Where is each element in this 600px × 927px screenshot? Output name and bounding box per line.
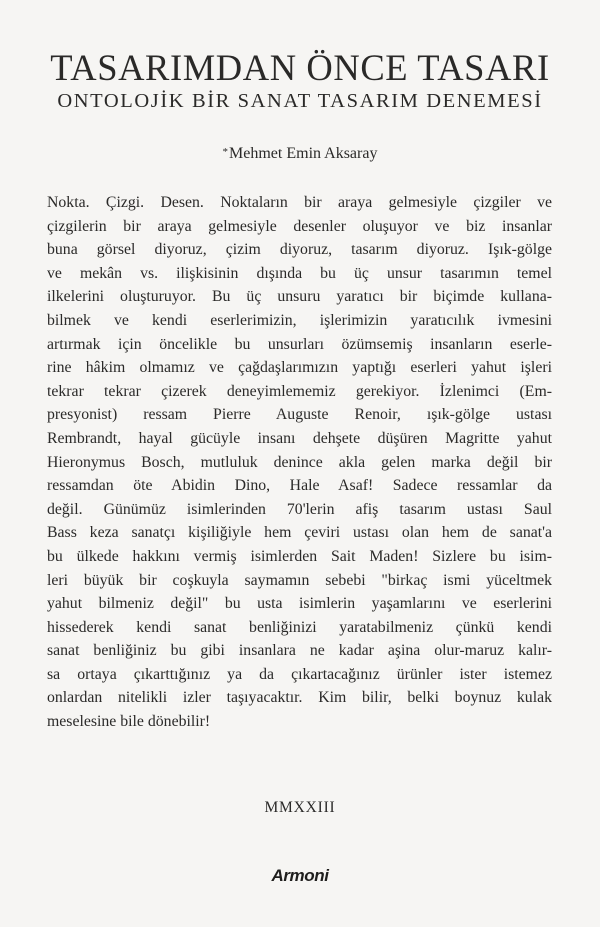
text-line: leri büyük bir coşkuyla saymamın sebebi "birkaç ismi yüceltmek	[47, 571, 552, 589]
text-line: sanat benliğiniz bu gibi insanlara ne kadar aşina olur-maruz kalır-	[47, 642, 552, 660]
text-line: Nokta. Çizgi. Desen. Noktaların bir araya gelmesiyle çizgiler ve	[47, 194, 552, 211]
text-line: rine hâkim olmamız ve çağdaşlarımızın yaptığı eserleri yahut işleri	[47, 359, 552, 377]
author-name: Mehmet Emin Aksaray	[229, 145, 378, 162]
text-line: sa ortaya çıkarttığınız ya da çıkartacağınız ürünler ister istemez	[47, 665, 552, 683]
book-subtitle: ONTOLOJİK BİR SANAT TASARIM DENEMESİ	[57, 90, 543, 112]
text-line: bu ülkede hakkını vermiş isimlerden Sait Maden! Sizlere bu isim-	[47, 547, 552, 565]
author-footnote-marker: *	[222, 146, 229, 158]
text-line: ve mekân vs. ilişkisinin dışında bu üç unsur tasarımın temel	[47, 264, 552, 282]
text-line: artırmak için öncelikle bu unsurları özümsemiş insanların eserle-	[47, 335, 552, 353]
text-line: çizgilerin bir araya gelmesiyle desenler oluşuyor ve biz insanlar	[47, 217, 552, 235]
text-line: Rembrandt, hayal gücüyle insanı dehşete düşüren Magritte yahut	[47, 429, 552, 447]
date-roman-numeral: MMXXIII	[264, 799, 336, 816]
text-line: tekrar tekrar çizerek deneyimlememiz gerekiyor. İzlenimci (Em-	[47, 382, 552, 400]
text-line: meselesine bile dönebilir!	[47, 713, 211, 731]
text-line: yahut bilmeniz değil" bu usta isimlerin yaşamlarını ve eserlerini	[47, 595, 552, 613]
text-line: değil. Günümüz isimlerinden 70'lerin afiş tasarım ustası Saul	[47, 500, 552, 518]
text-line: ressamdan öte Abidin Dino, Hale Asaf! Sadece ressamlar da	[47, 477, 552, 495]
book-title: TASARIMDAN ÖNCE TASARI	[50, 47, 550, 88]
text-line: bilmek ve kendi eserlerimizin, işlerimizin yaratıcılık ivmesini	[47, 311, 552, 329]
text-line: hissederek kendi sanat benliğinizi yaratabilmeniz çünkü kendi	[47, 618, 552, 636]
text-line: Hieronymus Bosch, mutluluk denince akla gelen marka değil bir	[47, 453, 552, 471]
text-line: onlardan nitelikli izler taşıyacaktır. Kim bilir, belki boynuz kulak	[47, 689, 552, 707]
body-paragraph	[47, 191, 552, 734]
text-line: buna görsel diyoruz, çizim diyoruz, tasarım diyoruz. Işık-gölge	[47, 241, 552, 259]
author-line	[0, 144, 600, 164]
text-line: presyonist) ressam Pierre Auguste Renoir, ışık-gölge ustası	[47, 406, 552, 424]
publisher-logo: Armoni	[271, 866, 329, 885]
text-line: ilkelerini oluşturuyor. Bu üç unsuru yaratıcı bir biçimde kullana-	[47, 288, 552, 306]
text-line: Bass keza sanatçı kişiliğiyle hem çeviri ustası olan hem de sanat'a	[47, 524, 552, 542]
